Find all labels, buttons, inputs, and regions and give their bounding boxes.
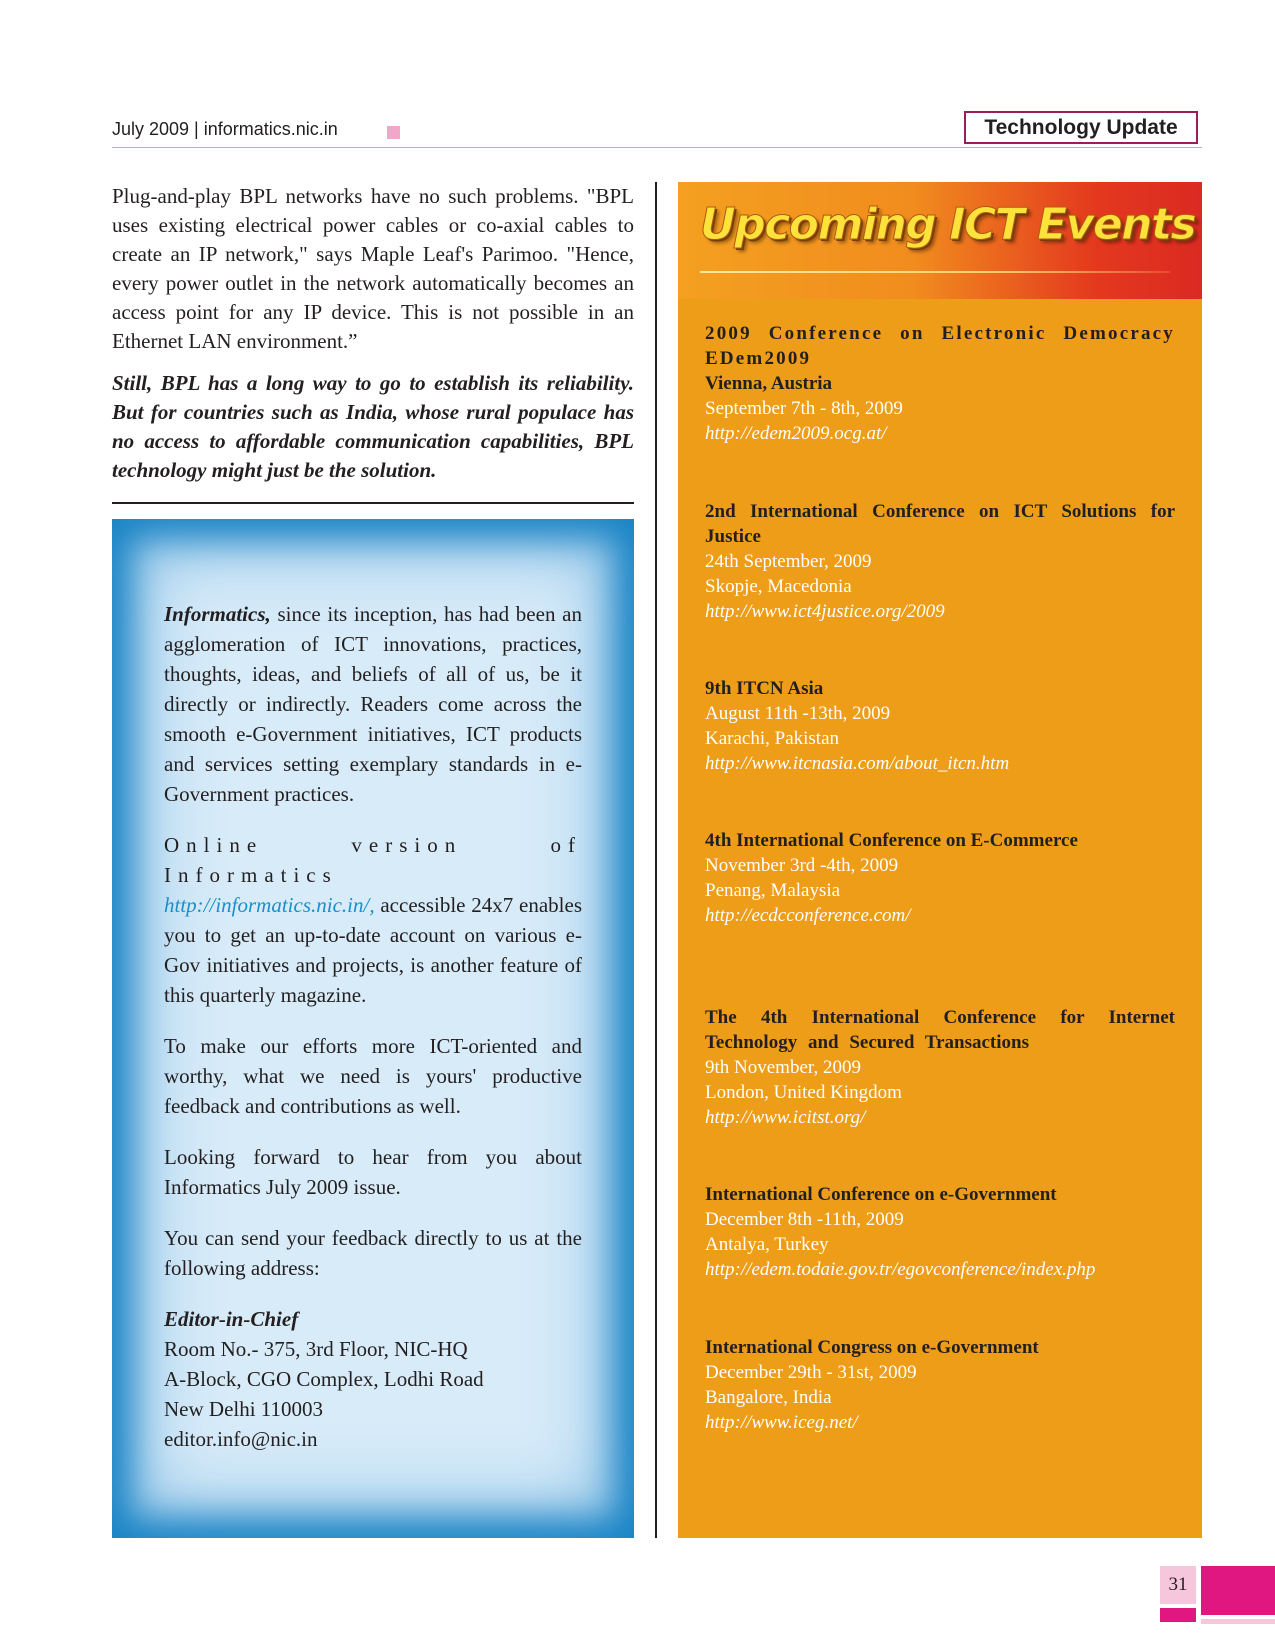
event-item (705, 499, 1175, 624)
event-place: Skopje, Macedonia (705, 576, 852, 597)
page-number: 31 (1160, 1566, 1196, 1604)
event-item (705, 828, 1175, 928)
events-heading: Upcoming ICT Events (700, 199, 1196, 250)
header-issue-site: July 2009 | informatics.nic.in (112, 119, 338, 139)
event-url[interactable]: http://ecdcconference.com/ (705, 905, 911, 926)
event-date: 9th November, 2009 (705, 1057, 861, 1078)
event-title: International Conference on e-Government (705, 1184, 1057, 1205)
editorial-paragraph-5: You can send your feedback directly to us at the following address: (164, 1226, 582, 1280)
editorial-box (112, 519, 634, 1538)
event-item (705, 676, 1175, 776)
pull-quote: Still, BPL has a long way to go to establish its reliability. But for countries such as India, whose rural populace has no access to affordable communication capabilities, BPL technology might just be the solution. (112, 371, 634, 482)
event-title: International Congress on e-Government (705, 1337, 1039, 1358)
event-date: August 11th -13th, 2009 (705, 703, 891, 724)
address-line-3: New Delhi 110003 (164, 1397, 324, 1421)
event-url[interactable]: http://www.itcnasia.com/about_itcn.htm (705, 753, 1010, 774)
editorial-paragraph-1 (164, 599, 582, 809)
page-corner-block (1201, 1566, 1275, 1615)
event-date: December 8th -11th, 2009 (705, 1209, 904, 1230)
event-item (705, 1182, 1175, 1282)
page-corner-strip (1201, 1619, 1275, 1624)
event-place: Bangalore, India (705, 1387, 832, 1408)
event-title: 2nd International Conference on ICT Solutions for Justice (705, 501, 1175, 547)
event-item (705, 321, 1175, 446)
event-url[interactable]: http://www.iceg.net/ (705, 1412, 858, 1433)
online-version-label: Online version of Informatics (164, 833, 582, 887)
editorial-box-content (164, 599, 582, 1454)
editorial-paragraph-2 (164, 830, 582, 1010)
event-title: 9th ITCN Asia (705, 678, 824, 699)
left-column-rule (112, 502, 634, 504)
header-square-ornament (387, 126, 400, 139)
event-url[interactable]: http://www.icitst.org/ (705, 1107, 866, 1128)
event-date: December 29th - 31st, 2009 (705, 1362, 917, 1383)
address-line-1: Room No.- 375, 3rd Floor, NIC-HQ (164, 1337, 468, 1361)
address-line-2: A-Block, CGO Complex, Lodhi Road (164, 1367, 484, 1391)
editorial-paragraph-2-text: accessible 24x7 enables you to get an up-to-date account on various e-Gov initiatives and projects, is another feature of this quarterly magazine. (164, 893, 582, 1007)
editorial-paragraph-1-text: since its inception, has had been an agglomeration of ICT innovations, practices, thoughts, ideas, and beliefs of all of us, be it directly or indirectly. Readers come across the smooth e-Government initiatives, ICT products and services setting exemplary standards in e-Government practices. (164, 602, 582, 806)
events-banner (678, 182, 1202, 299)
event-date: September 7th - 8th, 2009 (705, 398, 903, 419)
banner-underline (700, 271, 1170, 273)
editorial-paragraph-3: To make our efforts more ICT-oriented and worthy, what we need is yours' productive feedback and contributions as well. (164, 1034, 582, 1118)
event-place: Karachi, Pakistan (705, 728, 840, 749)
magazine-name: Informatics, (164, 602, 271, 626)
editor-in-chief-label: Editor-in-Chief (164, 1307, 299, 1331)
event-place: Vienna, Austria (705, 373, 833, 394)
column-divider (655, 182, 657, 1538)
event-date: 24th September, 2009 (705, 551, 872, 572)
event-url[interactable]: http://edem2009.ocg.at/ (705, 423, 887, 444)
event-date: November 3rd -4th, 2009 (705, 855, 899, 876)
event-url[interactable]: http://edem.todaie.gov.tr/egovconference/index.php (705, 1259, 1096, 1280)
article-paragraph: Plug-and-play BPL networks have no such problems. "BPL uses existing electrical power cables or co-axial cables to create an IP network," says Maple Leaf's Parimoo. "Hence, every power outlet in the network automatically becomes an access point for any IP device. This is not possible in an Ethernet LAN environment.” (112, 184, 634, 353)
event-title: 4th International Conference on E-Commerce (705, 830, 1078, 851)
section-title: Technology Update (964, 111, 1198, 144)
address-title (164, 1304, 582, 1334)
event-title: The 4th International Conference for Internet Technology and Secured Transactions (705, 1007, 1175, 1053)
event-url[interactable]: http://www.ict4justice.org/2009 (705, 601, 945, 622)
editor-email[interactable]: editor.info@nic.in (164, 1427, 318, 1451)
editorial-paragraph-4: Looking forward to hear from you about Informatics July 2009 issue. (164, 1145, 582, 1199)
event-item (705, 1005, 1175, 1130)
left-column (112, 182, 634, 485)
page-corner-block-small (1160, 1608, 1196, 1622)
events-panel (678, 182, 1202, 1538)
header-rule (112, 147, 1202, 148)
website-link[interactable]: http://informatics.nic.in/, (164, 893, 375, 917)
event-place: Antalya, Turkey (705, 1234, 829, 1255)
event-title: 2009 Conference on Electronic Democracy EDem2009 (705, 323, 1175, 369)
event-item (705, 1335, 1175, 1435)
event-place: Penang, Malaysia (705, 880, 841, 901)
event-place: London, United Kingdom (705, 1082, 902, 1103)
